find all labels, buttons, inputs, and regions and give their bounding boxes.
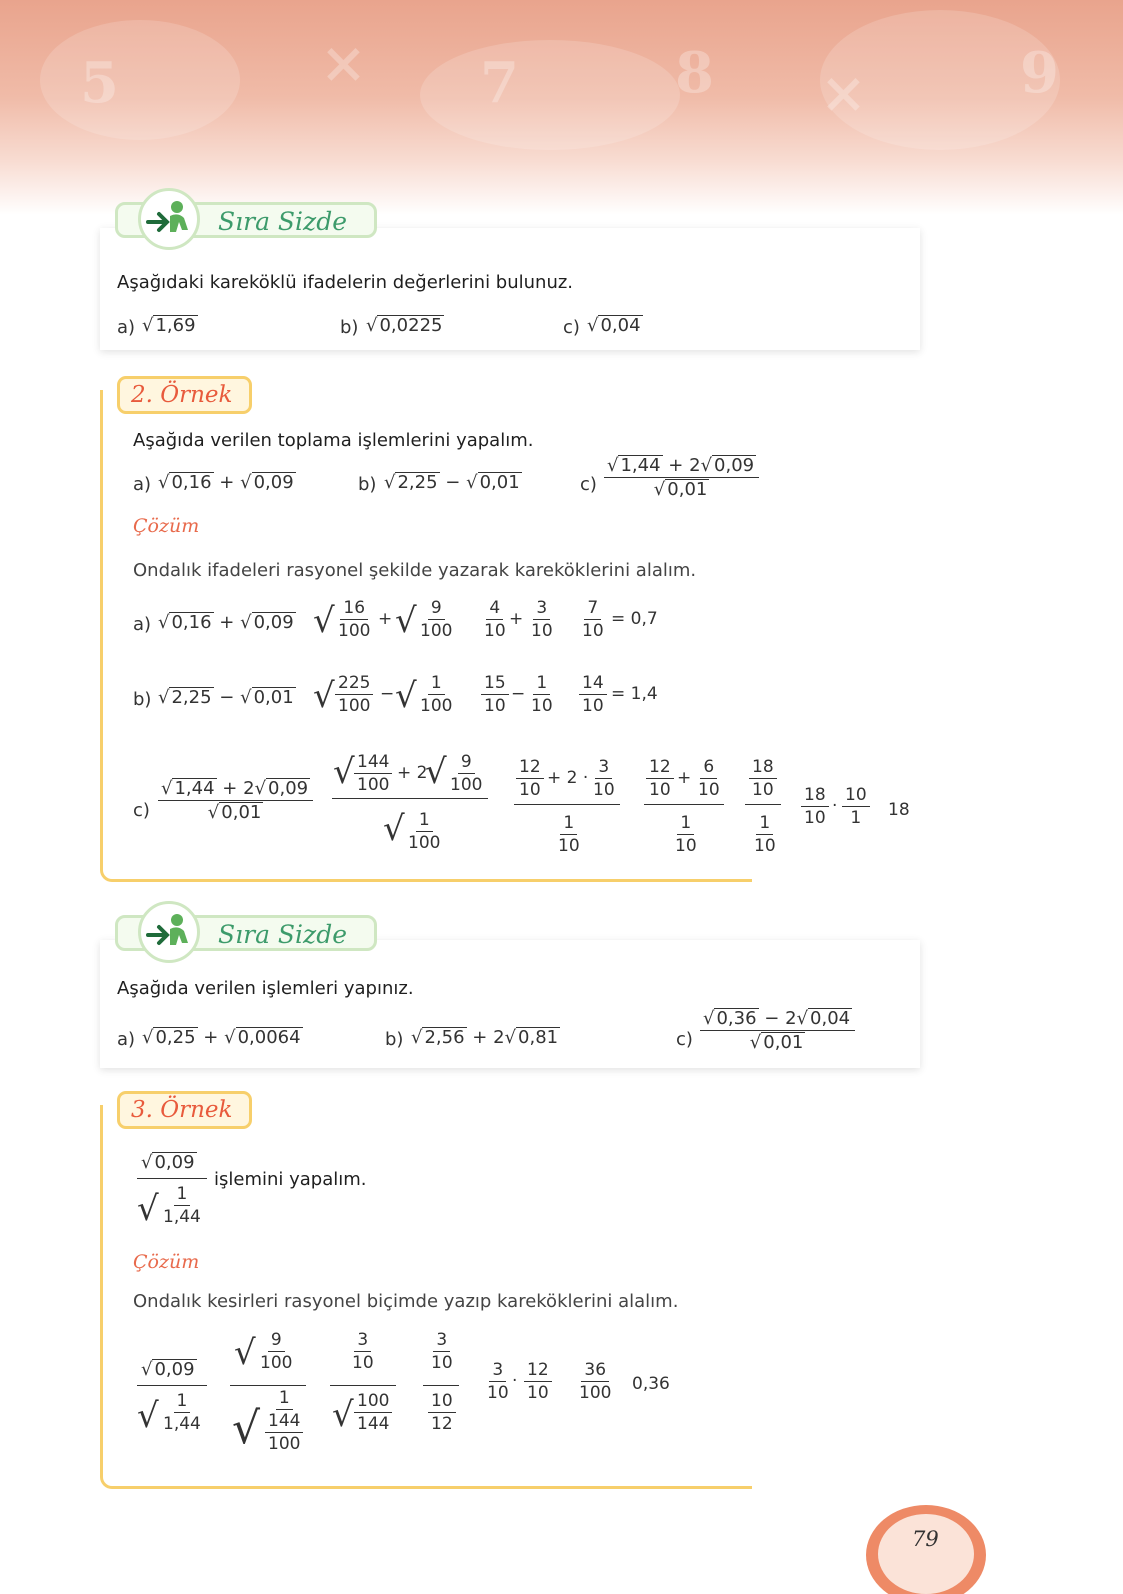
operator: + [203,1027,219,1048]
operator: + [219,472,235,493]
root-value: 2,25 [397,472,438,493]
radical-sign: √ [332,1395,354,1435]
root-value: 0,09 [253,612,294,633]
radical-sign: √ [234,1333,256,1373]
num-root: √ 0,09 [141,1152,195,1173]
frac: 12 10 [516,757,544,800]
root-value: 1,44 [174,778,215,799]
root-value: 0,01 [221,802,262,823]
root-value: 1,69 [155,315,196,336]
ornek2-q-c-fraction: √ 1,44 + 2√ 0,09 √ 0,01 [604,455,759,500]
operator: − 2 [764,1008,797,1029]
root-value: 0,81 [518,1027,559,1048]
ornek2-q-b: √ 2,25 − √ 0,01 [384,472,520,493]
frac: 12 10 [646,757,674,800]
frac: 1 1,44 [163,1391,201,1434]
student-arrow-icon [138,188,200,250]
radical-sign: √ [383,809,405,849]
sira1-item-a: √ 1,69 [142,315,196,336]
fraction-bar [137,1178,207,1179]
fraction-bar [514,804,620,805]
root-value: 0,16 [171,612,212,633]
root-value: 0,25 [155,1027,196,1048]
sol-b-frac-5: 14 10 [579,673,607,716]
radical-sign: √ [232,1403,261,1454]
sol-c-step-5-frac-2: 10 1 [842,785,870,828]
fraction-bar [644,804,724,805]
ornek3-result: 0,36 [632,1374,670,1394]
header-decoration: 5 × 7 8 × 9 [0,0,1123,215]
fraction-bar [137,1385,207,1386]
root-value: 0,16 [171,472,212,493]
sol-b-frac-4: 1 10 [531,673,553,716]
operator: − [219,687,235,708]
root-value: 0,01 [667,479,708,500]
fraction-bar [330,1385,396,1386]
dot-sign: · [512,1371,518,1391]
root-value: 0,04 [600,315,641,336]
root-value: 0,09 [154,1152,195,1173]
sira2-a: √ 0,25 + √ 0,0064 [142,1027,301,1048]
ornek3-step-5-frac-1: 3 10 [487,1360,509,1403]
dot-sign: · [832,796,838,816]
sol-b-frac-2: 1 100 [420,673,453,716]
student-arrow-icon [138,901,200,963]
operator: + 2 [222,778,255,799]
sira1-item-a-label: a) [117,317,136,338]
operator: + 2 · [547,768,589,788]
frac: 10 12 [428,1391,456,1434]
operator: + 2 [668,455,701,476]
minus-sign: − [380,684,395,704]
sol-a-frac-3: 4 10 [484,598,506,641]
minus-sign: − [511,684,526,704]
root-value: 0,04 [810,1008,851,1029]
sol-b-result: = 1,4 [611,684,658,704]
num-root: √ 0,09 [141,1359,195,1380]
sira2-c: √ 0,36 − 2√ 0,04 √ 0,01 [700,1008,855,1053]
frac: 18 10 [749,757,777,800]
radical-sign: √ [137,1396,159,1436]
sira-sizde-title: Sıra Sizde [218,207,348,236]
root-value: 0,0225 [379,315,443,336]
root-value: 0,09 [268,778,309,799]
sol-c-step-5-frac-1: 18 10 [801,785,829,828]
ornek3-cozum-label: Çözüm [133,1251,200,1273]
sol-a-label: a) [133,614,152,635]
page-number: 79 [912,1527,939,1551]
ornek3-title: 3. Örnek [131,1097,233,1123]
sira1-item-b-label: b) [340,317,359,338]
radical-sign: √ [425,752,447,792]
sol-b-label: b) [133,689,152,710]
radical-sign: √ [333,752,355,792]
sol-c-question: √ 1,44 + 2√ 0,09 √ 0,01 [158,778,313,823]
radical-sign: √ [395,601,417,641]
fraction-bar [230,1385,306,1386]
frac: 3 10 [593,757,615,800]
frac: 3 10 [431,1330,453,1373]
sol-a-frac-2: 9 100 [420,598,453,641]
sira1-instruction: Aşağıdaki kareköklü ifadelerin değerlerini bulunuz. [117,272,574,293]
frac: 1 10 [558,813,580,856]
sol-a-frac-1: 16 100 [338,598,371,641]
frac: 1 10 [754,813,776,856]
sira2-b: √ 2,56 + 2√ 0,81 [411,1027,559,1048]
root-value: 0,09 [154,1359,195,1380]
root-value: 0,01 [253,687,294,708]
ornek2-tag [117,376,252,414]
frac: 6 10 [698,757,720,800]
frac: 100 144 [354,1391,392,1434]
ornek2-q-c-label: c) [580,474,597,495]
operator: − [445,472,461,493]
frac: 1 100 [408,810,441,853]
sira-sizde-title: Sıra Sizde [218,920,348,949]
frac: 1 10 [675,813,697,856]
sira1-item-b: √ 0,0225 [366,315,443,336]
radical-sign: √ [313,676,335,716]
sira2-a-label: a) [117,1029,136,1050]
sol-a-question: √ 0,16 + √ 0,09 [158,612,294,633]
frac: 144 100 [354,752,392,795]
operator: + 2 [472,1027,505,1048]
sol-b-frac-3: 15 10 [481,673,509,716]
root-value: 0,09 [253,472,294,493]
plus-sign: + [378,609,393,629]
radical-sign: √ [137,1189,159,1229]
ornek2-q-b-label: b) [358,474,377,495]
ornek2-title: 2. Örnek [131,382,233,408]
compound-frac: 1 144 100 [262,1388,306,1454]
frac: 1 1,44 [163,1184,201,1227]
fraction-bar [332,798,488,799]
ornek3-step-6-frac: 36 100 [579,1360,612,1403]
root-value: 0,09 [714,455,755,476]
root-value: 0,01 [763,1032,804,1053]
root-value: 1,44 [620,455,661,476]
frac: 3 10 [352,1330,374,1373]
radical-sign: √ [313,601,335,641]
frac: 9 100 [450,752,483,795]
sol-b-frac-1: 225 100 [335,673,373,716]
ornek3-explanation: Ondalık kesirleri rasyonel biçimde yazıp kareköklerini alalım. [133,1291,679,1312]
sol-a-frac-4: 3 10 [531,598,553,641]
frac: 9 100 [260,1330,293,1373]
radical-sign: √ [395,676,417,716]
sol-c-result: 18 [888,800,910,820]
sira2-b-label: b) [385,1029,404,1050]
plus-sign: + [677,768,692,788]
inner-frac: 144 100 [262,1410,306,1454]
root-value: 0,01 [479,472,520,493]
root-value: 2,56 [424,1027,465,1048]
sol-a-frac-5: 7 10 [582,598,604,641]
sira2-instruction: Aşağıda verilen işlemleri yapınız. [117,978,414,999]
fraction-bar [423,1385,459,1386]
ornek3-question-text: işlemini yapalım. [214,1169,367,1190]
ornek3-step-5-frac-2: 12 10 [524,1360,552,1403]
root-value: 2,25 [171,687,212,708]
root-value: 0,36 [716,1008,757,1029]
sol-a-result: = 0,7 [611,609,658,629]
operator: + [219,612,235,633]
ornek2-instruction: Aşağıda verilen toplama işlemlerini yapalım. [133,430,534,451]
ornek2-q-a: √ 0,16 + √ 0,09 [158,472,294,493]
sira2-c-label: c) [676,1029,693,1050]
sira1-item-c: √ 0,04 [587,315,641,336]
sol-c-label: c) [133,800,150,821]
ornek2-explanation: Ondalık ifadeleri rasyonel şekilde yazarak kareköklerini alalım. [133,560,697,581]
operator: + 2 [397,763,428,783]
sol-b-question: √ 2,25 − √ 0,01 [158,687,294,708]
ornek3-tag [117,1091,252,1129]
root-value: 0,0064 [237,1027,301,1048]
plus-sign: + [509,609,524,629]
page-number-badge-inner [878,1514,974,1594]
fraction-bar [745,804,781,805]
sira1-item-c-label: c) [563,317,580,338]
ornek2-q-a-label: a) [133,474,152,495]
ornek2-cozum-label: Çözüm [133,515,200,537]
